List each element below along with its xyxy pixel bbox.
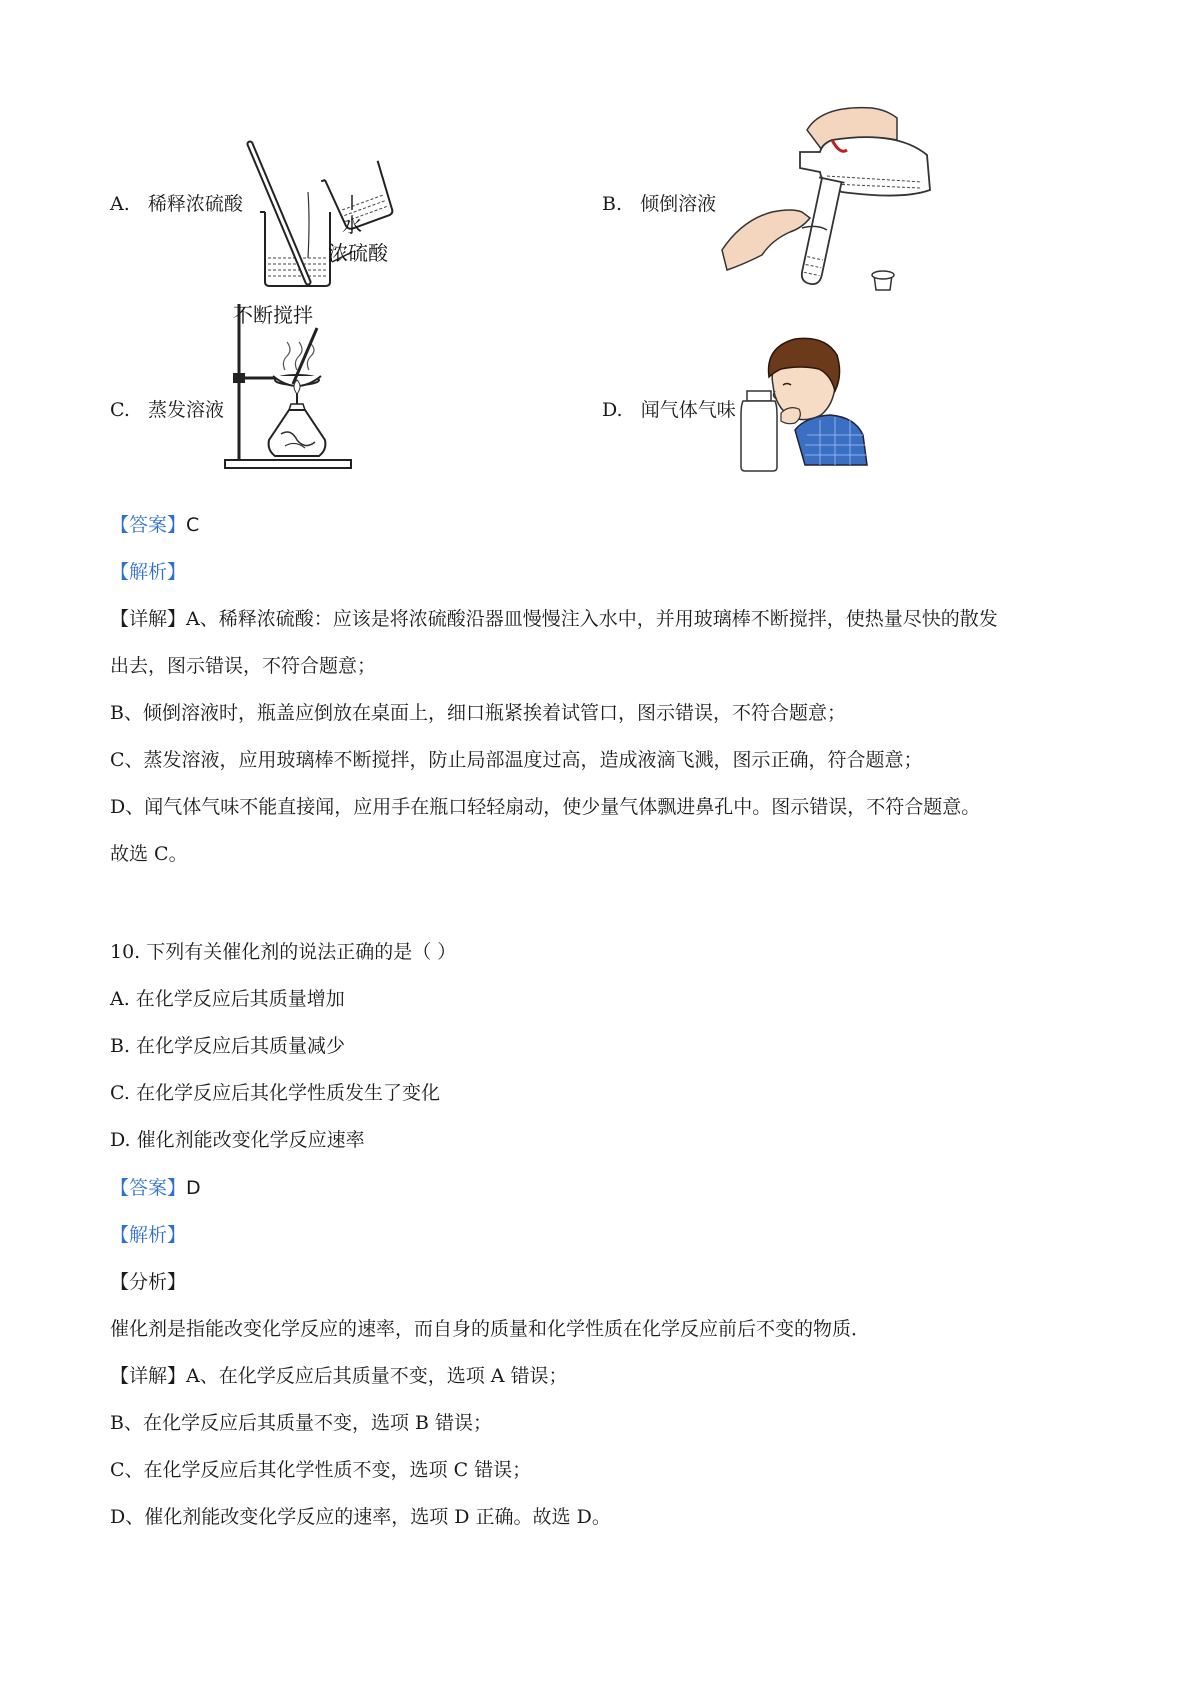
q9-detail-line1: 【详解】A、稀释浓硫酸：应该是将浓硫酸沿器皿慢慢注入水中，并用玻璃棒不断搅拌，使热量尽快的散发	[110, 608, 998, 630]
q9-detail-line2: 出去，图示错误，不符合题意；	[110, 655, 377, 677]
label-keep-stirring: 不断搅拌	[233, 303, 313, 327]
option-a-label: A. 稀释浓硫酸	[110, 193, 243, 215]
option-d-label: D. 闻气体气味	[602, 399, 736, 421]
q10-fenxi-tag: 【分析】	[110, 1271, 187, 1293]
q10-option-d: D. 催化剂能改变化学反应速率	[110, 1129, 365, 1151]
q10-option-c: C. 在化学反应后其化学性质发生了变化	[110, 1082, 440, 1104]
q10-option-b: B. 在化学反应后其质量减少	[110, 1035, 346, 1057]
figure-evaporate	[225, 300, 375, 475]
q10-detail-b: B、在化学反应后其质量不变，选项 B 错误；	[110, 1412, 493, 1434]
q10-detail-c: C、在化学反应后其化学性质不变，选项 C 错误；	[110, 1459, 532, 1481]
option-c-label: C. 蒸发溶液	[110, 399, 225, 421]
q9-detail-c: C、蒸发溶液，应用玻璃棒不断搅拌，防止局部温度过高，造成液滴飞溅，图示正确，符合题意；	[110, 749, 923, 771]
q10-fenxi: 催化剂是指能改变化学反应的速率，而自身的质量和化学性质在化学反应前后不变的物质．	[110, 1318, 871, 1340]
q10-answer: 【答案】D	[110, 1177, 201, 1199]
q9-conclusion: 故选 C。	[110, 843, 188, 865]
figure-pour-liquid	[722, 100, 942, 310]
figure-dilute-acid	[240, 140, 430, 290]
q9-detail-d: D、闻气体气味不能直接闻，应用手在瓶口轻轻扇动，使少量气体飘进鼻孔中。图示错误，不符合题意。	[110, 796, 981, 818]
label-concentrated-acid: 浓硫酸	[328, 241, 388, 265]
q10-question: 10. 下列有关催化剂的说法正确的是（ ）	[110, 941, 457, 963]
figure-smell-gas	[745, 335, 870, 475]
q10-detail-a: 【详解】A、在化学反应后其质量不变，选项 A 错误；	[110, 1365, 568, 1387]
q9-answer: 【答案】C	[110, 514, 200, 536]
q9-analysis-tag: 【解析】	[110, 561, 187, 583]
q10-analysis-tag: 【解析】	[110, 1224, 187, 1246]
q9-detail-b: B、倾倒溶液时，瓶盖应倒放在桌面上，细口瓶紧挨着试管口，图示错误，不符合题意；	[110, 702, 846, 724]
option-b-label: B. 倾倒溶液	[602, 193, 717, 215]
q10-detail-d: D、催化剂能改变化学反应的速率，选项 D 正确。故选 D。	[110, 1506, 611, 1528]
label-water: 水	[342, 213, 362, 237]
q10-option-a: A. 在化学反应后其质量增加	[110, 988, 345, 1010]
